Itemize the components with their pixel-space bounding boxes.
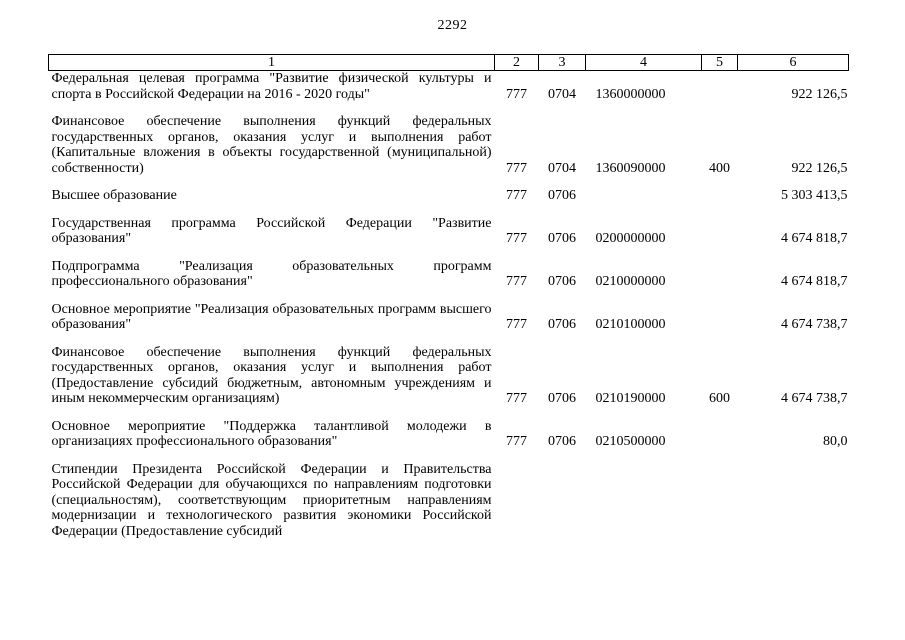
amount: 80,0 — [823, 434, 848, 449]
row-name-cell — [49, 290, 495, 333]
amount: 922 126,5 — [791, 160, 848, 176]
header-col-1: 1 — [49, 55, 495, 71]
header-col-3: 3 — [539, 55, 586, 71]
row-name: Государственная программа Российской Федерации "Развитие образования" — [51, 215, 492, 246]
code-ved — [495, 450, 539, 540]
code-vr — [702, 450, 738, 540]
table-row — [49, 290, 849, 333]
code-rzpr — [539, 450, 586, 540]
row-name-cell — [49, 102, 495, 176]
row-name: Финансовое обеспечение выполнения функций федеральных государственных органов, оказания услуг и выполнения работ (Предоставление субсидий бюджетным, автономным учреждениям и иным некоммерческим организациям) — [51, 344, 492, 406]
header-col-5: 5 — [702, 55, 738, 71]
row-name: Основное мероприятие "Реализация образовательных программ высшего образования" — [51, 301, 492, 332]
row-name: Финансовое обеспечение выполнения функций федеральных государственных органов, оказания услуг и выполнения работ (Капитальные вложения в объекты государственной (муниципальной) собственности) — [51, 114, 492, 176]
code-csr — [586, 176, 702, 204]
amount: 5 303 413,5 — [781, 188, 848, 203]
amount: 4 674 738,7 — [781, 391, 848, 406]
table-row — [49, 333, 849, 407]
code-ved: 777 — [506, 188, 527, 203]
amount: 922 126,5 — [791, 86, 848, 102]
row-name: Подпрограмма "Реализация образовательных программ профессионального образования" — [51, 258, 492, 289]
table-row — [49, 176, 849, 204]
header-col-4: 4 — [586, 55, 702, 71]
row-name: Федеральная целевая программа "Развитие физической культуры и спорта в Российской Федерации на 2016 - 2020 годы" — [51, 71, 492, 102]
header-row — [49, 55, 849, 71]
row-name: Основное мероприятие "Поддержка талантливой молодежи в организациях профессионального образования" — [51, 418, 492, 449]
code-ved: 777 — [506, 317, 527, 332]
code-vr — [702, 407, 738, 450]
row-name-cell — [49, 176, 495, 204]
page-number: 2292 — [437, 18, 468, 33]
code-rzpr: 0704 — [548, 86, 576, 102]
code-rzpr: 0706 — [548, 317, 576, 332]
table-header — [49, 55, 849, 71]
code-ved: 777 — [506, 434, 527, 449]
code-rzpr: 0706 — [548, 434, 576, 449]
row-name-cell — [49, 333, 495, 407]
code-vr — [702, 290, 738, 333]
row-name-cell — [49, 450, 495, 540]
code-rzpr: 0706 — [548, 391, 576, 406]
code-rzpr: 0704 — [548, 160, 576, 176]
table-row — [49, 102, 849, 176]
table-row — [49, 71, 849, 103]
amount — [738, 450, 849, 540]
amount: 4 674 738,7 — [781, 317, 848, 332]
row-name-cell — [49, 71, 495, 103]
code-csr — [586, 450, 702, 540]
table-row — [49, 247, 849, 290]
code-csr: 0210190000 — [595, 391, 666, 406]
row-name-cell — [49, 204, 495, 247]
row-name: Высшее образование — [51, 188, 177, 203]
code-csr: 0210500000 — [595, 434, 666, 449]
row-name-cell — [49, 407, 495, 450]
table-row — [49, 407, 849, 450]
code-ved: 777 — [506, 274, 527, 289]
code-ved: 777 — [506, 86, 527, 102]
row-name-cell — [49, 247, 495, 290]
code-vr — [702, 247, 738, 290]
header-col-2: 2 — [495, 55, 539, 71]
code-vr: 600 — [709, 391, 730, 406]
table-row — [49, 450, 849, 540]
code-csr: 0210100000 — [595, 317, 666, 332]
code-vr — [702, 71, 738, 103]
code-csr: 1360090000 — [595, 160, 666, 176]
code-csr: 0210000000 — [595, 274, 666, 289]
code-vr — [702, 176, 738, 204]
code-ved: 777 — [506, 391, 527, 406]
table-body — [49, 71, 849, 540]
code-csr: 1360000000 — [595, 86, 666, 102]
code-rzpr: 0706 — [548, 188, 576, 203]
amount: 4 674 818,7 — [781, 274, 848, 289]
budget-table — [48, 54, 849, 539]
code-rzpr: 0706 — [548, 274, 576, 289]
code-rzpr: 0706 — [548, 231, 576, 246]
table-row — [49, 204, 849, 247]
code-ved: 777 — [506, 231, 527, 246]
amount: 4 674 818,7 — [781, 231, 848, 246]
row-name: Стипендии Президента Российской Федерации и Правительства Российской Федерации для обучающихся по направлениям подготовки (специальностям), соответствующим приоритетным направлениям модернизации и технологического развития экономики Российской Федерации (Предоставление субсидий — [51, 461, 492, 539]
code-ved: 777 — [506, 160, 527, 176]
header-col-6: 6 — [738, 55, 849, 71]
code-vr: 400 — [709, 160, 730, 176]
code-vr — [702, 204, 738, 247]
code-csr: 0200000000 — [595, 231, 666, 246]
